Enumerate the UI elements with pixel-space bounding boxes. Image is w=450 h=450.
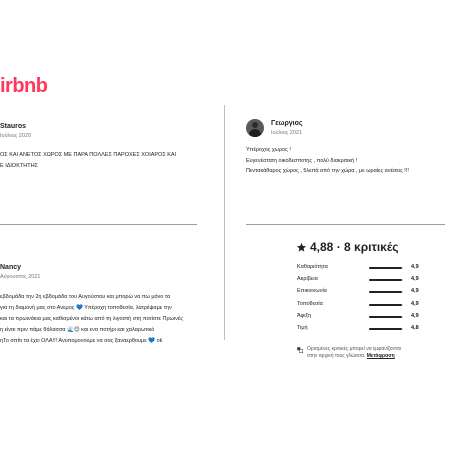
translate-icon xyxy=(297,347,303,353)
rating-bar xyxy=(369,304,403,306)
rating-bar xyxy=(369,328,403,330)
rating-category-row xyxy=(297,324,422,334)
reviewer-name[interactable]: Nancy xyxy=(0,264,22,271)
translate-link[interactable]: Μετάφραση xyxy=(366,353,395,359)
left-separator xyxy=(0,224,197,225)
rating-category-value: 4,9 xyxy=(411,300,419,307)
rating-category-value: 4,8 xyxy=(411,325,419,331)
review-line: Ευγενέστατη οικοδεσποτης , πολύ διακριτική ! xyxy=(246,157,358,164)
rating-bar-fill xyxy=(369,291,402,293)
avatar-head xyxy=(252,122,258,128)
rating-category-label: Τοποθεσία xyxy=(297,300,323,307)
review-date: Αύγουστος 2021 xyxy=(0,274,41,280)
right-separator xyxy=(246,224,445,225)
review-line: ηΤο σπίτι τα έχει ΟΛΑ!!! Ανυπομονούμε να σας ξαναερθουμε 💙 ok xyxy=(0,338,163,344)
review-line: Πεντακάθαρος χώρος , 5λεπά από την χώρα , με ωραίες ανέσεις !!! xyxy=(246,168,409,174)
rating-summary-text: 4,88 · 8 κριτικές xyxy=(310,240,399,254)
rating-category-label: Καθαριότητα xyxy=(297,264,328,270)
avatar[interactable] xyxy=(246,119,264,137)
review-line: εβδομάδα την 2η εβδομάδα του Αυγούστου και μπορώ να πω μόνο τα xyxy=(0,294,171,300)
review-text xyxy=(0,292,183,347)
review-line: και τα πρωινάκια μας καθισμένοι κάτω από τη λιγοστή στη ποτίστε Πρωινές xyxy=(0,316,184,322)
avatar-body xyxy=(249,129,261,137)
reviewer-name[interactable]: Γεωργιος xyxy=(271,120,303,127)
rating-category-row xyxy=(297,263,422,273)
star-icon xyxy=(296,242,307,253)
translation-note-text xyxy=(307,346,401,360)
translation-note-line: στην αρχική τους γλώσσα. xyxy=(307,353,366,359)
rating-bar-fill xyxy=(369,316,402,318)
review-line: Υπέροχος χωρος ! xyxy=(246,147,291,153)
rating-category-label: Επικοινωνία xyxy=(297,288,327,295)
review-line: η είναι πριν πάμε θάλασσα 🌊😊 και ενα ποτήρι και χαλαρωτικό xyxy=(0,327,155,333)
rating-category-value: 4,9 xyxy=(411,276,419,283)
review-line: για τη διαμονή μας στο Ανεμος 💙 Υπέροχη τοποθεσία, λατρέψαμε την xyxy=(0,305,172,311)
rating-bar-fill xyxy=(369,328,402,330)
rating-category-row xyxy=(297,287,422,297)
rating-category-value: 4,9 xyxy=(411,288,419,295)
rating-bar xyxy=(369,316,403,318)
rating-bar xyxy=(369,279,403,281)
translation-note-line: Ορισμένες κριτικές μπορεί να εμφανίζονται xyxy=(307,346,401,352)
rating-bar xyxy=(369,291,403,293)
review-line: ΟΣ ΚΑΙ ΑΝΕΤΟΣ ΧΩΡΟΣ ΜΕ ΠΑΡΑ ΠΟΛΛΕΣ ΠΑΡΟΧΕΣ ΧΟΙΑΡΟΣ ΚΑΙ xyxy=(0,152,177,158)
rating-category-value: 4,9 xyxy=(411,264,419,270)
rating-bar-fill xyxy=(369,267,402,269)
rating-category-row xyxy=(297,312,422,322)
rating-category-row xyxy=(297,275,422,285)
rating-bar xyxy=(369,267,403,269)
rating-bar-fill xyxy=(369,279,402,281)
column-divider xyxy=(224,105,225,340)
rating-category-row xyxy=(297,300,422,310)
rating-category-value: 4,9 xyxy=(411,312,419,319)
rating-category-label: Τιμή xyxy=(297,325,308,331)
review-text xyxy=(246,145,409,177)
rating-category-label: Άφιξη xyxy=(297,312,311,319)
review-date: Ιούλιος 2020 xyxy=(0,133,32,139)
airbnb-logo[interactable]: irbnb xyxy=(0,75,48,97)
reviewer-name[interactable]: Stauros xyxy=(0,123,27,130)
review-line: Ε ΙΔΙΟΚΤΗΤΗΣ xyxy=(0,162,38,169)
rating-summary xyxy=(296,240,399,254)
review-date: Ιούλιος 2021 xyxy=(271,130,303,136)
review-text xyxy=(0,150,176,171)
rating-bar-fill xyxy=(369,304,402,306)
rating-category-label: Ακρίβεια xyxy=(297,276,318,283)
